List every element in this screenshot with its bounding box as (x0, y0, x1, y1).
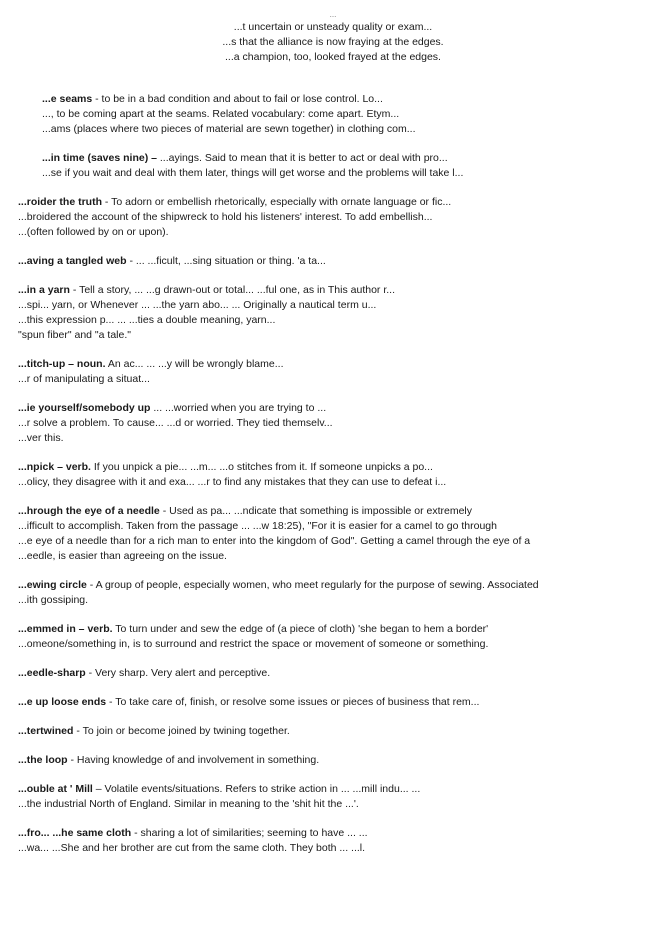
entry-text: - Tell a story, ... ...g drawn-out or total... ...ful one, as in This author r... (69, 284, 396, 296)
top-line-2: ...s that the alliance is now fraying at the edges. (222, 36, 444, 48)
entry-text: ...wa... ...She and her brother are cut from the same cloth. They both ... ...l. (18, 842, 366, 854)
glossary-entry (18, 283, 658, 343)
entry-text: ...spi... yarn, or Whenever ... ...the yarn abo... ... Originally a nautical term u... (18, 299, 377, 311)
entry-term: ...emmed in – verb. (18, 623, 113, 635)
entry-term: ...in a yarn (18, 284, 70, 296)
entry-text: - ... ...ficult, ...sing situation or thing. 'a ta... (126, 255, 326, 267)
entry-text: - To adorn or embellish rhetorically, especially with ornate language or fic... (102, 196, 452, 208)
entry-term: ...fro... ...he same cloth (18, 827, 132, 839)
entry-text: ...ifficult to accomplish. Taken from the passage ... ...w 18:25), "For it is easier for a camel to go through (18, 520, 497, 532)
entry-term: ...ouble at ' Mill (18, 783, 93, 795)
entry-term: ...npick – verb. (18, 461, 91, 473)
entry-term: ...e up loose ends (18, 696, 107, 708)
entry-term: ...roider the truth (18, 196, 102, 208)
entry-text: ...ver this. (18, 432, 64, 444)
entry-term: ...e seams (42, 93, 93, 105)
glossary-entry (18, 826, 658, 856)
entry-text: ...ith gossiping. (18, 594, 89, 606)
entry-text: - Having knowledge of and involvement in something. (67, 754, 320, 766)
entry-text: – Volatile events/situations. Refers to strike action in ... ...mill indu... ... (92, 783, 421, 795)
entry-text: If you unpick a pie... ...m... ...o stitches from it. If someone unpicks a po... (90, 461, 433, 473)
entry-text: ...ayings. Said to mean that it is better to act or deal with pro... (156, 152, 448, 164)
entry-text: ...the industrial North of England. Similar in meaning to the 'shit hit the ...'. (18, 798, 359, 810)
glossary-entry (18, 622, 658, 652)
entry-text: ...this expression p... ... ...ties a double meaning, yarn... (18, 314, 276, 326)
entry-text: ...se if you wait and deal with them later, things will get worse and the problems will take l... (42, 167, 464, 179)
entry-text: - Used as pa... ...ndicate that something is impossible or extremely (159, 505, 473, 517)
glossary-list (18, 92, 658, 870)
top-line-3: ...a champion, too, looked frayed at the edges. (225, 51, 441, 63)
glossary-entry (18, 724, 658, 739)
entry-text: ...r solve a problem. To cause... ...d or worried. They tied themselv... (18, 417, 333, 429)
entry-text: ...r of manipulating a situat... (18, 373, 150, 385)
entry-text: ...eedle, is easier than agreeing on the issue. (18, 550, 227, 562)
entry-term: ...in time (saves nine) – (42, 152, 157, 164)
glossary-entry (18, 753, 658, 768)
entry-term: ...tertwined (18, 725, 74, 737)
entry-text: "spun fiber" and "a tale." (18, 329, 131, 341)
entry-text: ...broidered the account of the shipwreck to hold his listeners' interest. To add embellish... (18, 211, 433, 223)
entry-text: ..., to be coming apart at the seams. Related vocabulary: come apart. Etym... (42, 108, 400, 120)
entry-text: - to be in a bad condition and about to fail or lose control. Lo... (92, 93, 383, 105)
entry-text: - To join or become joined by twining together. (73, 725, 290, 737)
glossary-entry (18, 504, 658, 564)
entry-text: ...e eye of a needle than for a rich man to enter into the kingdom of God". Getting a camel through the eye of a (18, 535, 531, 547)
glossary-entry (18, 460, 658, 490)
entry-text: ...(often followed by on or upon). (18, 226, 169, 238)
top-line-0: ... (329, 10, 337, 19)
glossary-entry (18, 666, 658, 681)
glossary-entry (18, 357, 658, 387)
glossary-entry (18, 578, 658, 608)
glossary-entry (18, 151, 658, 181)
top-fragment (0, 10, 666, 65)
entry-text: ... ...worried when you are trying to ... (150, 402, 327, 414)
entry-term: ...hrough the eye of a needle (18, 505, 160, 517)
entry-text: - sharing a lot of similarities; seeming to have ... ... (131, 827, 368, 839)
glossary-entry (18, 401, 658, 446)
entry-term: ...ewing circle (18, 579, 87, 591)
glossary-entry (18, 695, 658, 710)
entry-term: ...titch-up – noun. (18, 358, 106, 370)
top-line-1: ...t uncertain or unsteady quality or exam... (233, 21, 433, 33)
entry-term: ...the loop (18, 754, 68, 766)
entry-text: ...ams (places where two pieces of material are sewn together) in clothing com... (42, 123, 416, 135)
entry-term: ...ie yourself/somebody up (18, 402, 151, 414)
entry-text: - To take care of, finish, or resolve some issues or pieces of business that rem... (106, 696, 480, 708)
glossary-entry (18, 782, 658, 812)
glossary-entry (18, 254, 658, 269)
glossary-entry (18, 92, 658, 137)
entry-text: ...omeone/something in, is to surround and restrict the space or movement of someone or something. (18, 638, 489, 650)
glossary-entry (18, 195, 658, 240)
entry-text: - Very sharp. Very alert and perceptive. (85, 667, 271, 679)
entry-text: An ac... ... ...y will be wrongly blame... (105, 358, 284, 370)
entry-text: ...olicy, they disagree with it and exa... ...r to find any mistakes that they can use to defeat i... (18, 476, 447, 488)
entry-term: ...eedle-sharp (18, 667, 86, 679)
entry-text: To turn under and sew the edge of (a piece of cloth) 'she began to hem a border' (112, 623, 489, 635)
entry-text: - A group of people, especially women, who meet regularly for the purpose of sewing. Associated (86, 579, 539, 591)
entry-term: ...aving a tangled web (18, 255, 127, 267)
